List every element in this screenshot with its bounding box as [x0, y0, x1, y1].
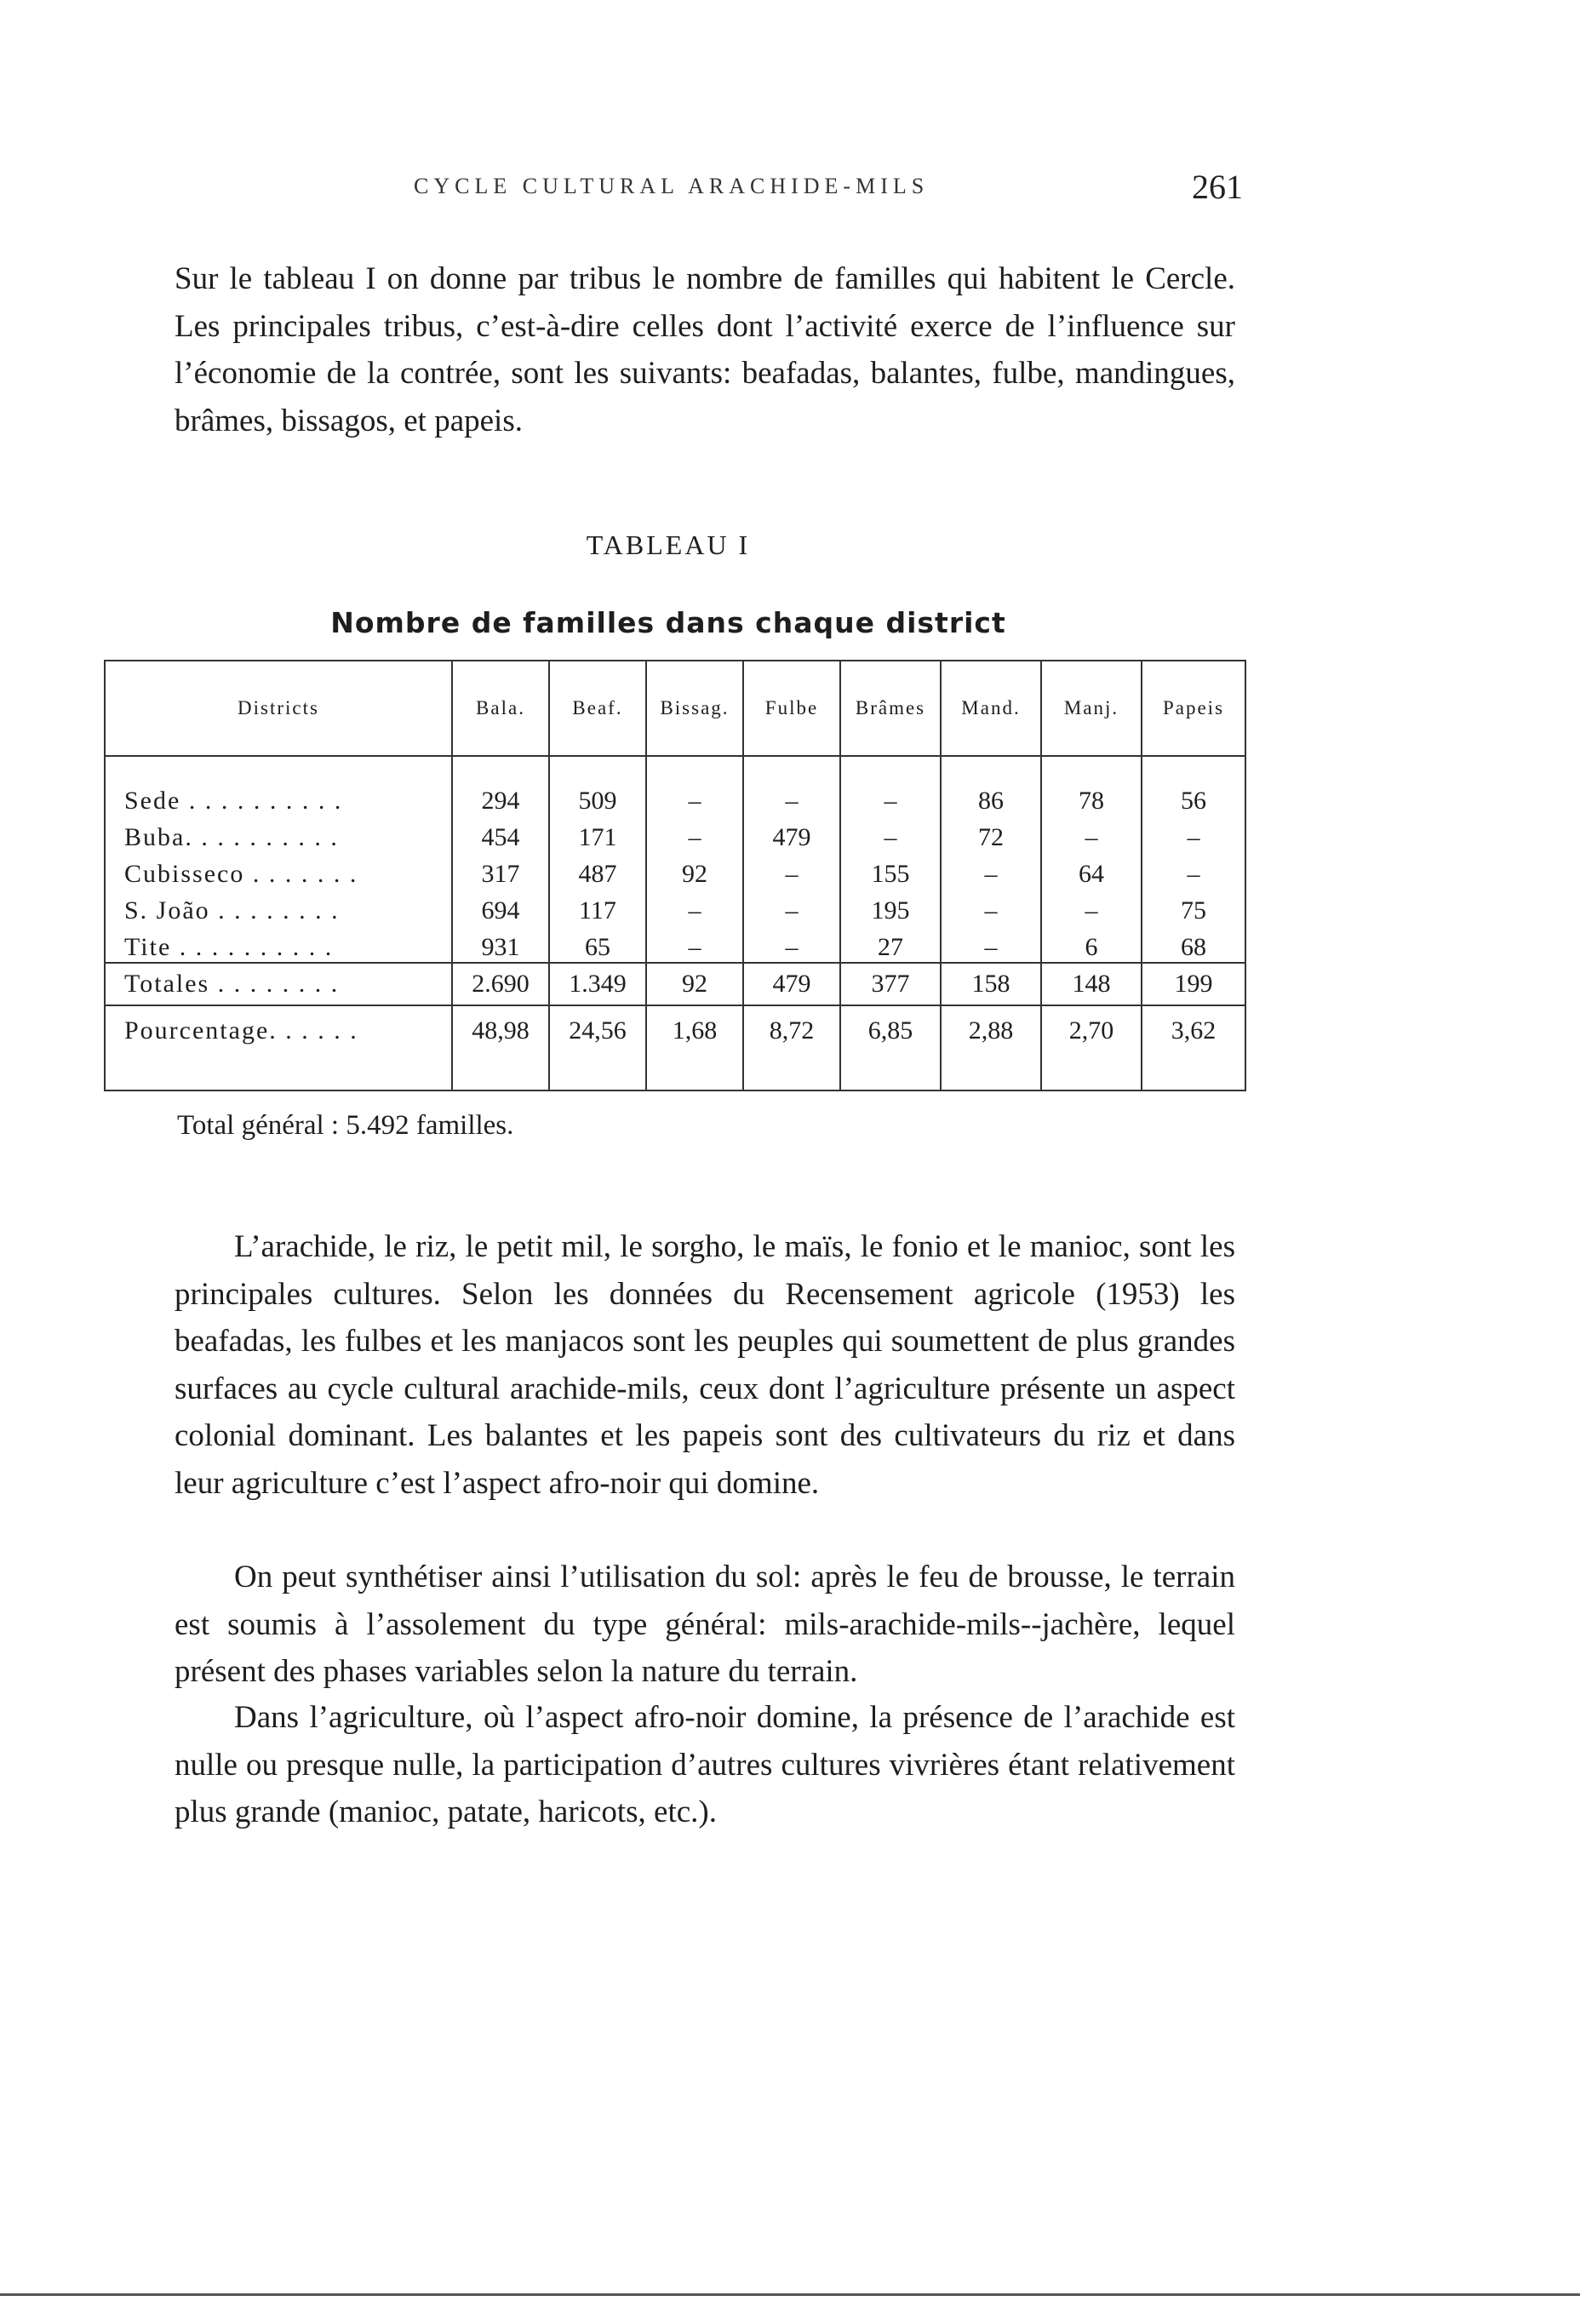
- district-name: Buba. . . . . . . . . .: [105, 816, 452, 852]
- column-header: Bissag.: [646, 661, 743, 756]
- percentage-label: Pourcentage. . . . . .: [105, 1005, 452, 1056]
- table-cell: 454: [452, 816, 549, 852]
- table-cell: 148: [1041, 963, 1142, 1005]
- table-cell: –: [840, 816, 941, 852]
- table-cell: 75: [1142, 889, 1245, 925]
- page-number: 261: [1192, 168, 1243, 206]
- table-cell: 68: [1142, 925, 1245, 963]
- column-header: Mand.: [941, 661, 1041, 756]
- district-name: Cubisseco . . . . . . .: [105, 852, 452, 889]
- column-header: Beaf.: [549, 661, 646, 756]
- running-title: CYCLE CULTURAL ARACHIDE-MILS: [414, 174, 930, 198]
- totals-row: [105, 963, 1245, 1005]
- table-cell: 158: [941, 963, 1041, 1005]
- table-cell: 65: [549, 925, 646, 963]
- table-cell: 2,88: [941, 1005, 1041, 1056]
- table-cell: –: [743, 779, 840, 816]
- table-cell: –: [941, 852, 1041, 889]
- table-cell: 509: [549, 779, 646, 816]
- table-cell: 3,62: [1142, 1005, 1245, 1056]
- table-cell: 64: [1041, 852, 1142, 889]
- column-header: Brâmes: [840, 661, 941, 756]
- totals-label: Totales . . . . . . . .: [105, 963, 452, 1005]
- table-cell: 27: [840, 925, 941, 963]
- table-cell: 8,72: [743, 1005, 840, 1056]
- table-cell: –: [646, 925, 743, 963]
- table-cell: 24,56: [549, 1005, 646, 1056]
- intro-paragraph: Sur le tableau I on donne par tribus le nombre de familles qui habitent le Cercle. Les principales tribus, c’est-à-dire celles dont l’activité exerce de l’influence sur l’économie de la contrée, sont les suivants: beafadas, balantes, fulbe, mandingues, brâmes, bissagos, et papeis.: [175, 261, 1235, 438]
- table-cell: –: [840, 779, 941, 816]
- table-cell: –: [646, 889, 743, 925]
- table-cell: 377: [840, 963, 941, 1005]
- table-title: Nombre de familles dans chaque district: [330, 606, 1006, 639]
- table-cell: 78: [1041, 779, 1142, 816]
- district-name: Sede . . . . . . . . . .: [105, 779, 452, 816]
- table-cell: 479: [743, 816, 840, 852]
- table-cell: 171: [549, 816, 646, 852]
- column-header: Papeis: [1142, 661, 1245, 756]
- table-row: [105, 779, 1245, 816]
- table-cell: 931: [452, 925, 549, 963]
- percentage-row: [105, 1005, 1245, 1056]
- table-cell: 6,85: [840, 1005, 941, 1056]
- table-cell: –: [1142, 852, 1245, 889]
- table-cell: 1.349: [549, 963, 646, 1005]
- column-header: Fulbe: [743, 661, 840, 756]
- table-cell: 117: [549, 889, 646, 925]
- table-cell: 56: [1142, 779, 1245, 816]
- column-header: Manj.: [1041, 661, 1142, 756]
- column-header: Bala.: [452, 661, 549, 756]
- table-cell: –: [743, 889, 840, 925]
- total-general: Total général : 5.492 familles.: [177, 1110, 514, 1141]
- district-name: Tite . . . . . . . . . .: [105, 925, 452, 963]
- body-paragraph: Dans l’agriculture, où l’aspect afro-noir domine, la présence de l’arachide est nulle ou presque nulle, la participation d’autres cultures vivrières étant relativement plus grande (manioc, patate, haricots, etc.).: [175, 1700, 1235, 1829]
- table-cell: 294: [452, 779, 549, 816]
- table-cell: 72: [941, 816, 1041, 852]
- table-header-row: [105, 661, 1245, 756]
- table-cell: 6: [1041, 925, 1142, 963]
- column-header: Districts: [105, 661, 452, 756]
- table-cell: –: [1142, 816, 1245, 852]
- table-cell: 317: [452, 852, 549, 889]
- table-cell: 479: [743, 963, 840, 1005]
- table-cell: 487: [549, 852, 646, 889]
- table-caption: TABLEAU I: [586, 529, 751, 560]
- table-cell: 1,68: [646, 1005, 743, 1056]
- table-row: [105, 925, 1245, 963]
- table-cell: 92: [646, 963, 743, 1005]
- table-cell: –: [646, 816, 743, 852]
- table-cell: 199: [1142, 963, 1245, 1005]
- families-table: [104, 660, 1246, 1091]
- table-cell: –: [743, 925, 840, 963]
- table-cell: 92: [646, 852, 743, 889]
- table-cell: 48,98: [452, 1005, 549, 1056]
- table-cell: 2,70: [1041, 1005, 1142, 1056]
- body-paragraph: L’arachide, le riz, le petit mil, le sorgho, le maïs, le fonio et le manioc, sont les principales cultures. Selon les données du Recensement agricole (1953) les beafadas, les fulbes et les manjacos sont les peuples qui soumettent de plus grandes surfaces au cycle cultural arachide-mils, ceux dont l’agriculture présente un aspect colonial dominant. Les balantes et les papeis sont des cultivateurs du riz et dans leur agriculture c’est l’aspect afro-noir qui domine.: [175, 1229, 1235, 1501]
- table-cell: –: [1041, 816, 1142, 852]
- table-row: [105, 889, 1245, 925]
- table-cell: 155: [840, 852, 941, 889]
- table-cell: –: [941, 889, 1041, 925]
- page-bottom-rule: [0, 2293, 1580, 2296]
- table-cell: –: [743, 852, 840, 889]
- table-cell: 2.690: [452, 963, 549, 1005]
- table-cell: 195: [840, 889, 941, 925]
- district-name: S. João . . . . . . . .: [105, 889, 452, 925]
- table-row: [105, 852, 1245, 889]
- body-paragraph: On peut synthétiser ainsi l’utilisation du sol: après le feu de brousse, le terrain est soumis à l’assolement du type général: mils-arachide-mils--jachère, lequel présent des phases variables selon la nature du terrain.: [175, 1560, 1235, 1689]
- table-cell: 86: [941, 779, 1041, 816]
- table-cell: 694: [452, 889, 549, 925]
- table-row: [105, 816, 1245, 852]
- table-cell: –: [941, 925, 1041, 963]
- table-cell: –: [1041, 889, 1142, 925]
- table-cell: –: [646, 779, 743, 816]
